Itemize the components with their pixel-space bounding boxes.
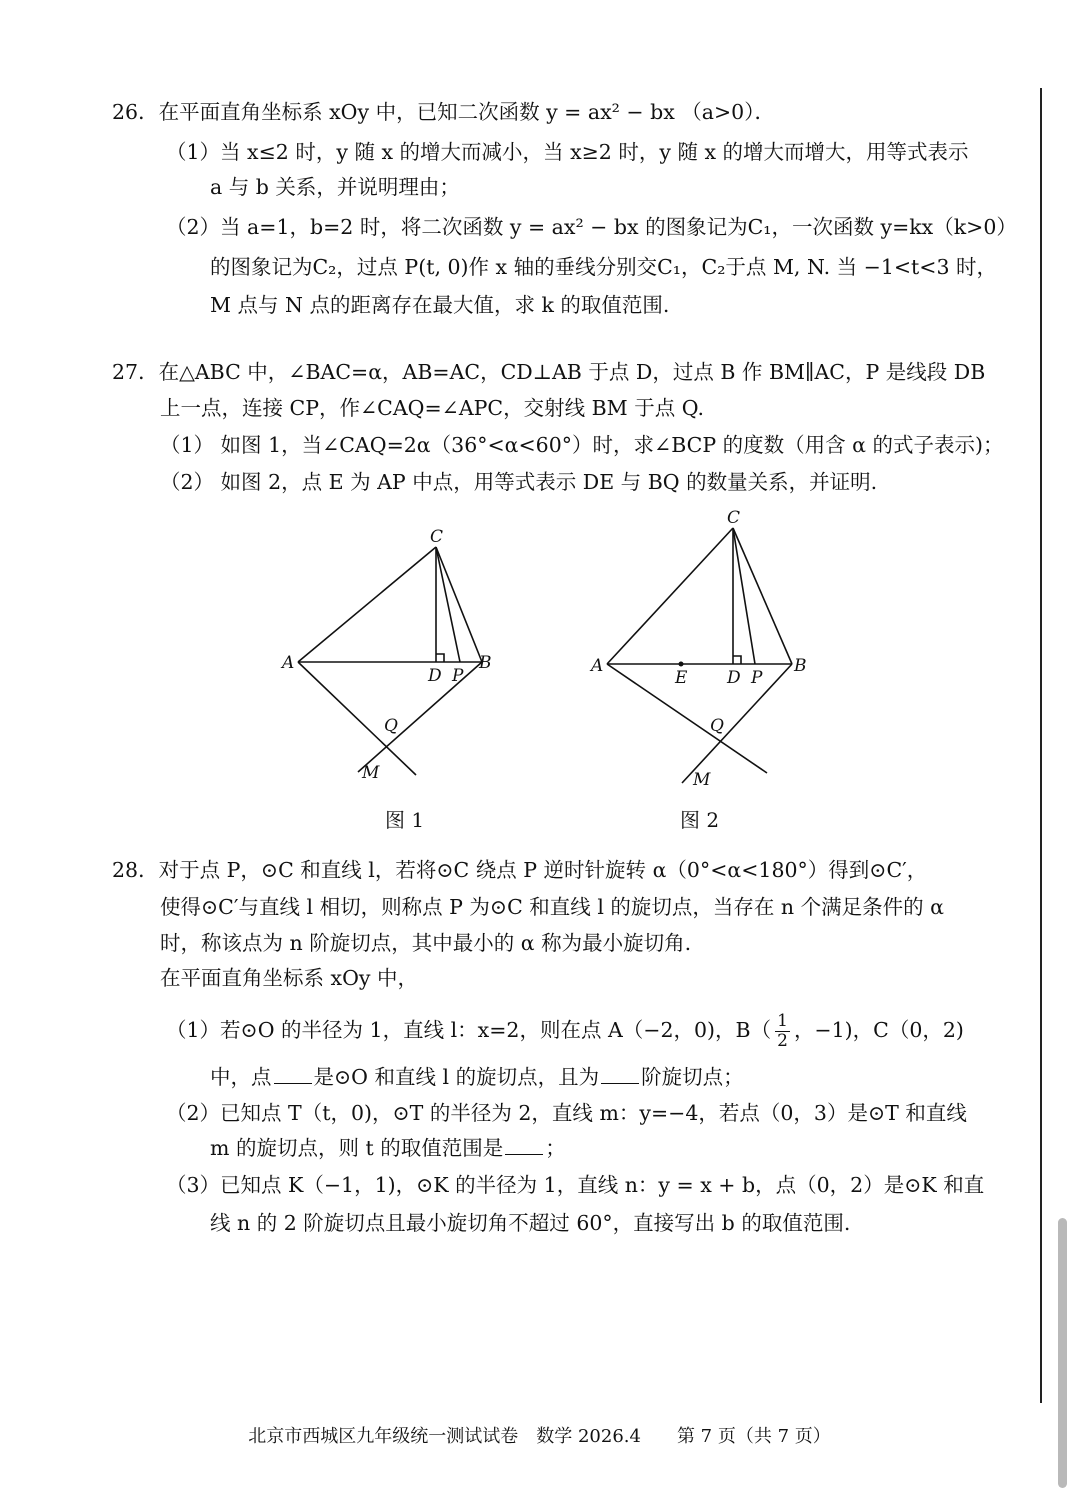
q28-part1-text-a: （1）若⊙O 的半径为 1，直线 l：x=2，则在点 A（−2，0)，B（	[166, 1018, 772, 1042]
q28-part2-line2	[210, 1133, 566, 1163]
fraction-numerator: 1	[777, 1011, 788, 1031]
q28-stem-line1: 28．对于点 P，⊙C 和直线 l，若将⊙C 绕点 P 逆时针旋转 α（0°<α<180°）得到⊙C′，	[112, 858, 928, 882]
figure-2	[585, 505, 810, 795]
q28-part3-line2: 线 n 的 2 阶旋切点且最小旋切角不超过 60°，直接写出 b 的取值范围.	[210, 1211, 851, 1235]
label-e: E	[675, 668, 688, 688]
segment-ac	[298, 547, 436, 662]
fraction-one-half	[775, 1012, 790, 1051]
label-d: D	[727, 668, 741, 688]
q27-part1: （1） 如图 1，当∠CAQ=2α（36°<α<60°）时，求∠BCP 的度数（用含 α 的式子表示)；	[160, 433, 1004, 457]
answer-blank-2[interactable]	[601, 1063, 639, 1084]
answer-blank-1[interactable]	[274, 1063, 312, 1084]
q28-part1-line1	[166, 1012, 964, 1051]
answer-blank-3[interactable]	[505, 1134, 543, 1155]
q27-stem-line2: 上一点，连接 CP，作∠CAQ=∠APC，交射线 BM 于点 Q.	[160, 396, 705, 420]
figure-1-caption: 图 1	[385, 808, 425, 832]
q26-stem: 26．在平面直角坐标系 xOy 中，已知二次函数 y = ax² − bx （a>0）．	[112, 100, 775, 124]
label-p: P	[452, 666, 464, 686]
q28-part1-text-b: ，−1)，C（0，2)	[793, 1018, 964, 1042]
label-c: C	[430, 527, 444, 547]
point-e	[679, 662, 684, 667]
q28-stem-line2: 使得⊙C′与直线 l 相切，则称点 P 为⊙C 和直线 l 的旋切点，当存在 n 个满足条件的 α	[160, 895, 944, 919]
figure-1	[270, 520, 510, 795]
q28-part1-line2	[210, 1062, 744, 1092]
label-q: Q	[384, 716, 398, 736]
segment-cp	[436, 547, 460, 662]
label-m: M	[693, 770, 711, 790]
right-angle-mark	[436, 654, 444, 662]
q28-part1-text-c: 中，点	[210, 1065, 272, 1089]
q28-part2-text-b: ；	[545, 1136, 566, 1160]
ray-aq	[298, 662, 416, 775]
q27-stem-line1: 27．在△ABC 中，∠BAC=α，AB=AC，CD⊥AB 于点 D，过点 B 作 BM∥AC，P 是线段 DB	[112, 360, 986, 384]
q28-part3-line1: （3）已知点 K（−1，1)，⊙K 的半径为 1，直线 n：y = x + b，点（0，2）是⊙K 和直	[166, 1173, 985, 1197]
label-d: D	[428, 666, 442, 686]
label-c: C	[727, 508, 741, 528]
q28-part2-line1: （2）已知点 T（t，0)，⊙T 的半径为 2，直线 m：y=−4，若点（0，3）是⊙T 和直线	[166, 1101, 967, 1125]
fraction-denominator: 2	[777, 1031, 788, 1051]
label-b: B	[794, 656, 807, 676]
q28-part1-text-e: 阶旋切点；	[641, 1065, 744, 1089]
segment-ac	[607, 528, 733, 664]
label-m: M	[362, 763, 380, 783]
q26-part1-line2: a 与 b 关系，并说明理由；	[210, 175, 460, 199]
label-a: A	[591, 656, 604, 676]
label-q: Q	[710, 716, 724, 736]
q26-part2-line1: （2）当 a=1，b=2 时，将二次函数 y = ax² − bx 的图象记为C₁，一次函数 y=kx（k>0）	[166, 215, 1017, 239]
page-footer: 北京市西城区九年级统一测试试卷 数学 2026.4 第 7 页（共 7 页）	[248, 1426, 831, 1447]
label-b: B	[479, 653, 492, 673]
segment-cb	[733, 528, 792, 664]
right-angle-mark	[733, 656, 741, 664]
segment-cp	[733, 528, 755, 664]
q28-stem-line4: 在平面直角坐标系 xOy 中，	[160, 966, 418, 990]
figure-2-caption: 图 2	[680, 808, 720, 832]
q27-part2: （2） 如图 2，点 E 为 AP 中点，用等式表示 DE 与 BQ 的数量关系，并证明.	[160, 470, 878, 494]
label-a: A	[282, 653, 295, 673]
q26-part1-line1: （1）当 x≤2 时，y 随 x 的增大而减小，当 x≥2 时，y 随 x 的增大而增大，用等式表示	[166, 140, 969, 164]
q26-part2-line3: M 点与 N 点的距离存在最大值，求 k 的取值范围.	[210, 293, 670, 317]
q26-part2-line2: 的图象记为C₂，过点 P(t, 0)作 x 轴的垂线分别交C₁，C₂于点 M, N. 当 −1<t<3 时，	[210, 255, 998, 279]
q28-part1-text-d: 是⊙O 和直线 l 的旋切点，且为	[313, 1065, 600, 1089]
label-p: P	[751, 668, 763, 688]
q28-stem-line3: 时，称该点为 n 阶旋切点，其中最小的 α 称为最小旋切角.	[160, 931, 692, 955]
segment-cb	[436, 547, 482, 662]
page-margin-rule	[1040, 88, 1042, 1403]
q28-part2-text-a: m 的旋切点，则 t 的取值范围是	[210, 1136, 504, 1160]
